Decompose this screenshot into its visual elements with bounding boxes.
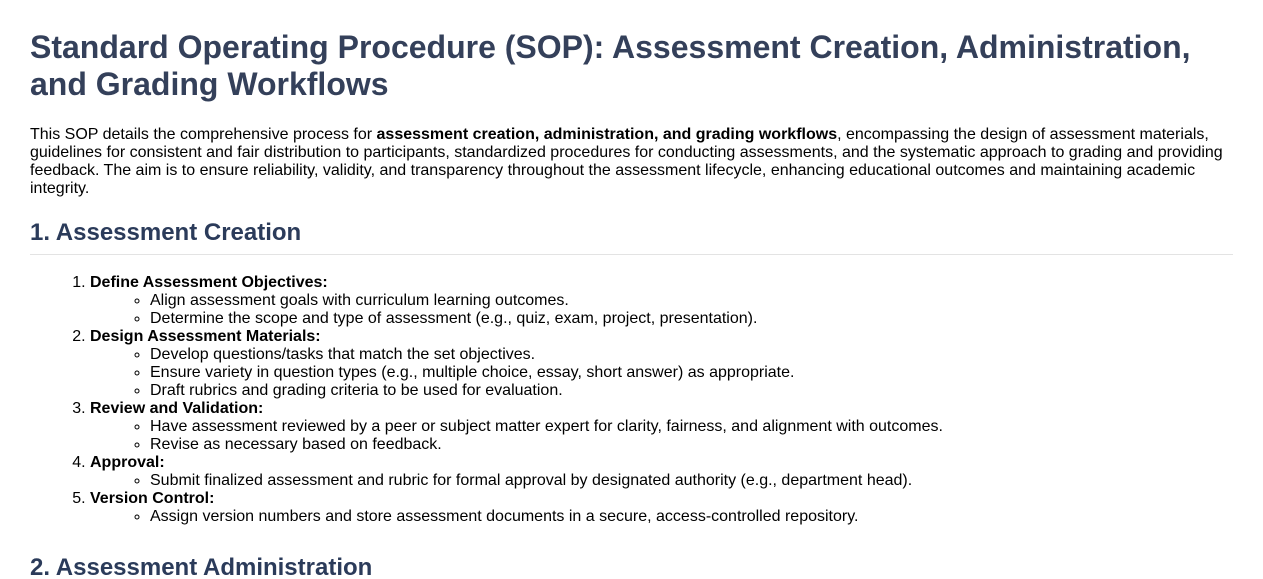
step-subitems bbox=[90, 292, 1233, 328]
intro-paragraph bbox=[30, 126, 1233, 198]
list-item: ◦ Have assessment reviewed by a peer or subject matter expert for clarity, fairness, and alignment with outcomes. bbox=[150, 418, 1233, 436]
step-subitems bbox=[90, 418, 1233, 454]
section-heading-assessment-administration: 2. Assessment Administration bbox=[30, 554, 373, 579]
page-title: Standard Operating Procedure (SOP): Assessment Creation, Administration, and Grading Workflows bbox=[30, 29, 1191, 102]
step-title: Approval: bbox=[90, 454, 165, 471]
list-item: ◦ Ensure variety in question types (e.g., multiple choice, essay, short answer) as appropriate. bbox=[150, 364, 1233, 382]
step-subitems bbox=[90, 508, 1233, 526]
list-item: ◦ Assign version numbers and store assessment documents in a secure, access-controlled repository. bbox=[150, 508, 1233, 526]
step-item bbox=[90, 490, 1233, 526]
step-item bbox=[90, 274, 1233, 328]
list-item: ◦ Revise as necessary based on feedback. bbox=[150, 436, 1233, 454]
step-subitems bbox=[90, 346, 1233, 400]
step-title: Design Assessment Materials: bbox=[90, 328, 321, 345]
step-title: Version Control: bbox=[90, 490, 215, 507]
intro-text-bold: assessment creation, administration, and grading workflows bbox=[376, 126, 838, 143]
list-item: ◦ Draft rubrics and grading criteria to be used for evaluation. bbox=[150, 382, 1233, 400]
step-title: Review and Validation: bbox=[90, 400, 264, 417]
intro-text-after: , encompassing the design of assessment materials, guidelines for consistent and fair distribution to participants, standardized procedures for conducting assessments, and the systematic approach to grading and providing feedback. The aim is to ensure reliability, validity, and transparency throughout the assessment lifecycle, enhancing educational outcomes and maintaining academic integrity. bbox=[30, 126, 1223, 197]
assessment-creation-steps bbox=[30, 274, 1233, 526]
step-item bbox=[90, 328, 1233, 400]
list-item: ◦ Submit finalized assessment and rubric for formal approval by designated authority (e.g., department head). bbox=[150, 472, 1233, 490]
step-title: Define Assessment Objectives: bbox=[90, 274, 328, 291]
list-item: ◦ Determine the scope and type of assessment (e.g., quiz, exam, project, presentation). bbox=[150, 310, 1233, 328]
intro-text-before: This SOP details the comprehensive process for bbox=[30, 126, 377, 143]
section-heading-assessment-creation: 1. Assessment Creation bbox=[30, 219, 1233, 255]
list-item: ◦ Align assessment goals with curriculum learning outcomes. bbox=[150, 292, 1233, 310]
document-page bbox=[30, 0, 1233, 579]
step-item bbox=[90, 454, 1233, 490]
list-item: ◦ Develop questions/tasks that match the set objectives. bbox=[150, 346, 1233, 364]
step-item bbox=[90, 400, 1233, 454]
step-subitems bbox=[90, 472, 1233, 490]
